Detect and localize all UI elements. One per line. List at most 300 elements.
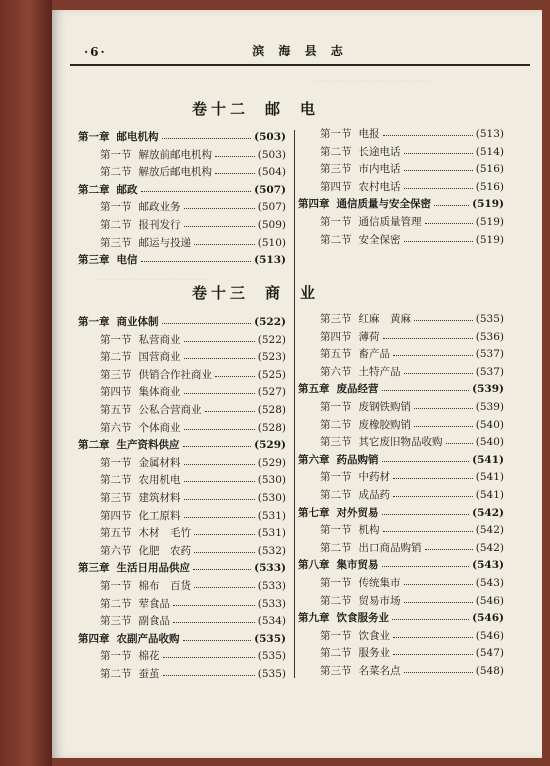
leader-dots <box>383 531 473 532</box>
leader-dots <box>404 241 473 242</box>
leader-dots <box>404 602 473 603</box>
toc-chapter-entry <box>298 453 504 468</box>
leader-dots <box>184 517 255 518</box>
leader-dots <box>382 566 470 567</box>
leader-dots <box>215 156 255 157</box>
leader-dots <box>382 390 470 391</box>
section-label: 第二节 <box>320 489 352 501</box>
chapter-label: 第七章 <box>298 506 330 519</box>
entry-title: 棉布 百货 <box>138 580 191 592</box>
leader-dots <box>383 135 473 136</box>
toc-section-entry <box>100 526 286 541</box>
page-reference: (539) <box>475 401 504 413</box>
toc-section-entry <box>100 579 286 594</box>
page-reference: (542) <box>472 506 504 519</box>
entry-title: 通信质量与安全保密 <box>336 198 431 211</box>
toc-section-entry <box>100 385 286 400</box>
leader-dots <box>404 373 473 374</box>
leader-dots <box>382 461 470 462</box>
leader-dots <box>393 654 473 655</box>
leader-dots <box>184 429 255 430</box>
entry-title: 薄荷 <box>358 330 380 343</box>
entry-title: 邮政 <box>116 183 138 196</box>
entry-title: 长途电话 <box>358 145 401 158</box>
page-reference: (528) <box>257 421 286 434</box>
entry-title: 土特产品 <box>358 365 401 378</box>
leader-dots <box>141 261 252 262</box>
section-label: 第一节 <box>100 148 132 161</box>
page-reference: (509) <box>257 219 286 231</box>
leader-dots <box>393 478 473 479</box>
entry-title: 副食品 <box>138 615 170 628</box>
chapter-label: 第二章 <box>78 183 110 196</box>
entry-title: 棉花 <box>138 650 160 663</box>
page-reference: (519) <box>472 198 504 211</box>
leader-dots <box>141 191 252 192</box>
entry-title: 废品经营 <box>336 383 379 396</box>
page-reference: (507) <box>257 201 286 214</box>
leader-dots <box>414 320 473 321</box>
entry-title: 电报 <box>358 128 380 140</box>
section-label: 第四节 <box>320 180 352 193</box>
entry-title: 农用机电 <box>138 474 181 487</box>
entry-title: 电信 <box>116 254 138 267</box>
entry-title: 废橡胶购销 <box>358 418 411 431</box>
page-reference: (519) <box>475 233 504 246</box>
entry-title: 个体商业 <box>138 421 181 434</box>
entry-title: 解放前邮电机构 <box>138 148 212 161</box>
entry-title: 其它废旧物品收购 <box>358 436 443 449</box>
toc-section-entry <box>100 236 286 251</box>
page-reference: (504) <box>257 166 286 179</box>
chapter-label: 第一章 <box>78 316 110 328</box>
leader-dots <box>184 464 255 465</box>
section-label: 第六节 <box>100 421 132 434</box>
toc-section-entry <box>320 233 504 248</box>
bleed-through-text: ……………………………… <box>312 74 432 85</box>
page-reference: (516) <box>475 180 504 193</box>
toc-section-entry <box>100 333 286 348</box>
column-divider <box>294 130 295 678</box>
toc-chapter-entry <box>78 130 286 145</box>
page-reference: (536) <box>475 330 504 343</box>
page-reference: (546) <box>475 594 504 607</box>
section-label: 第一节 <box>320 401 352 413</box>
section-label: 第二节 <box>320 541 352 554</box>
page-reference: (522) <box>257 333 286 346</box>
page-reference: (537) <box>475 348 504 361</box>
chapter-label: 第九章 <box>298 612 330 625</box>
leader-dots <box>184 393 255 394</box>
entry-title: 贸易市场 <box>358 594 401 607</box>
entry-title: 传统集市 <box>358 577 401 589</box>
page-reference: (541) <box>475 489 504 501</box>
entry-title: 邮电机构 <box>116 131 159 143</box>
page-reference: (513) <box>254 254 286 267</box>
toc-chapter-entry <box>298 506 504 521</box>
leader-dots <box>382 514 470 515</box>
volume-name-char: 商 <box>265 284 285 302</box>
leader-dots <box>425 223 473 224</box>
entry-title: 服务业 <box>358 647 390 660</box>
chapter-label: 第三章 <box>78 254 110 267</box>
toc-section-entry <box>320 162 504 177</box>
section-label: 第四节 <box>100 509 132 522</box>
page-reference: (542) <box>475 524 504 537</box>
leader-dots <box>194 552 255 553</box>
toc-section-entry <box>100 218 286 233</box>
entry-title: 中药材 <box>358 471 390 484</box>
book-page <box>52 10 542 758</box>
page-reference: (534) <box>257 615 286 628</box>
page-reference: (510) <box>257 236 286 249</box>
entry-title: 市内电话 <box>358 163 401 176</box>
toc-section-entry <box>320 312 504 327</box>
section-label: 第一节 <box>100 201 132 214</box>
leader-dots <box>205 411 255 412</box>
leader-dots <box>184 499 255 500</box>
toc-section-entry <box>320 576 504 591</box>
section-label: 第二节 <box>100 166 132 179</box>
section-label: 第一节 <box>100 650 132 663</box>
leader-dots <box>162 323 252 324</box>
volume-number: 卷十二 <box>192 100 250 118</box>
page-reference: (533) <box>257 597 286 610</box>
leader-dots <box>184 481 255 482</box>
section-label: 第三节 <box>320 163 352 176</box>
section-label: 第五节 <box>100 527 132 540</box>
section-label: 第二节 <box>320 233 352 246</box>
section-label: 第一节 <box>320 577 352 589</box>
section-label: 第二节 <box>100 597 132 610</box>
toc-section-entry <box>320 664 504 679</box>
section-label: 第六节 <box>100 544 132 557</box>
section-label: 第三节 <box>100 236 132 249</box>
leader-dots <box>183 640 252 641</box>
leader-dots <box>404 584 473 585</box>
page-reference: (541) <box>475 471 504 484</box>
page-reference: (514) <box>475 145 504 158</box>
page-reference: (529) <box>257 456 286 469</box>
toc-chapter-entry <box>78 183 286 198</box>
leader-dots <box>414 408 473 409</box>
chapter-label: 第八章 <box>298 559 330 572</box>
leader-dots <box>404 672 473 673</box>
page-number: ·6· <box>84 45 107 59</box>
entry-title: 安全保密 <box>358 233 401 246</box>
page-reference: (516) <box>475 163 504 176</box>
entry-title: 通信质量管理 <box>358 216 422 228</box>
toc-section-entry <box>320 488 504 503</box>
chapter-label: 第二章 <box>78 439 110 452</box>
section-label: 第一节 <box>100 580 132 592</box>
leader-dots <box>404 188 473 189</box>
leader-dots <box>183 446 252 447</box>
page-reference: (513) <box>475 128 504 140</box>
leader-dots <box>184 208 255 209</box>
running-title: 滨 海 县 志 <box>252 44 348 58</box>
section-label: 第一节 <box>320 524 352 537</box>
entry-title: 供销合作社商业 <box>138 368 212 381</box>
page-reference: (535) <box>257 650 286 663</box>
entry-title: 邮政业务 <box>138 201 181 214</box>
section-label: 第六节 <box>320 365 352 378</box>
section-label: 第一节 <box>320 629 352 642</box>
toc-section-entry <box>100 544 286 559</box>
section-label: 第三节 <box>100 615 132 628</box>
toc-section-entry <box>320 646 504 661</box>
entry-title: 农副产品收购 <box>116 632 180 645</box>
leader-dots <box>194 587 255 588</box>
page-reference: (532) <box>257 544 286 557</box>
toc-section-entry <box>320 435 504 450</box>
toc-chapter-entry <box>78 438 286 453</box>
section-label: 第二节 <box>320 145 352 158</box>
section-label: 第四节 <box>100 386 132 399</box>
page-reference: (525) <box>257 368 286 381</box>
page-reference: (543) <box>475 577 504 589</box>
page-reference: (523) <box>257 351 286 364</box>
entry-title: 化工原料 <box>138 509 181 522</box>
page-reference: (529) <box>254 439 286 452</box>
entry-title: 荤食品 <box>138 597 170 610</box>
page-reference: (503) <box>254 131 286 143</box>
toc-section-entry <box>320 215 504 230</box>
entry-title: 邮运与投递 <box>138 236 191 249</box>
leader-dots <box>414 426 473 427</box>
entry-title: 商业体制 <box>116 316 159 328</box>
leader-dots <box>215 376 255 377</box>
toc-section-entry <box>320 145 504 160</box>
section-label: 第二节 <box>320 418 352 431</box>
leader-dots <box>404 170 473 171</box>
bleed-through-text: ……………………………… <box>92 272 212 283</box>
entry-title: 木材 毛竹 <box>138 527 191 540</box>
chapter-label: 第四章 <box>78 632 110 645</box>
entry-title: 饮食业 <box>358 629 390 642</box>
toc-section-entry <box>100 667 286 682</box>
entry-title: 废钢铁购销 <box>358 401 411 413</box>
leader-dots <box>163 657 255 658</box>
leader-dots <box>392 619 469 620</box>
toc-section-entry <box>100 649 286 664</box>
leader-dots <box>193 569 251 570</box>
page-reference: (535) <box>475 313 504 325</box>
page-reference: (528) <box>257 404 286 416</box>
toc-section-entry <box>320 629 504 644</box>
leader-dots <box>393 355 473 356</box>
entry-title: 建筑材料 <box>138 492 181 504</box>
page-reference: (539) <box>472 383 504 396</box>
section-label: 第二节 <box>100 219 132 231</box>
toc-chapter-entry <box>298 382 504 397</box>
chapter-label: 第六章 <box>298 453 330 466</box>
section-label: 第三节 <box>100 368 132 381</box>
page-reference: (535) <box>257 668 286 680</box>
toc-section-entry <box>100 473 286 488</box>
toc-chapter-entry <box>78 632 286 647</box>
page-reference: (543) <box>472 559 504 572</box>
toc-section-entry <box>320 127 504 142</box>
entry-title: 解放后邮电机构 <box>138 166 212 179</box>
page-reference: (548) <box>475 665 504 677</box>
page-reference: (533) <box>254 562 286 575</box>
page-reference: (531) <box>257 509 286 522</box>
entry-title: 国营商业 <box>138 351 181 364</box>
section-label: 第一节 <box>320 216 352 228</box>
section-label: 第三节 <box>100 492 132 504</box>
entry-title: 对外贸易 <box>336 506 379 519</box>
entry-title: 名菜名点 <box>358 665 401 677</box>
chapter-label: 第四章 <box>298 198 330 211</box>
leader-dots <box>404 153 473 154</box>
page-reference: (530) <box>257 492 286 504</box>
leader-dots <box>446 443 473 444</box>
toc-section-entry <box>100 614 286 629</box>
entry-title: 饮食服务业 <box>336 612 389 625</box>
leader-dots <box>173 605 255 606</box>
volume-title-13 <box>192 282 319 303</box>
toc-section-entry <box>100 456 286 471</box>
book-binding <box>0 0 52 766</box>
page-reference: (541) <box>472 453 504 466</box>
leader-dots <box>163 675 255 676</box>
volume-number: 卷十三 <box>192 284 250 302</box>
section-label: 第三节 <box>320 436 352 449</box>
chapter-label: 第一章 <box>78 131 110 143</box>
section-label: 第二节 <box>100 351 132 364</box>
entry-title: 公私合营商业 <box>138 404 202 416</box>
entry-title: 成品药 <box>358 489 390 501</box>
section-label: 第五节 <box>320 348 352 361</box>
page-reference: (540) <box>475 418 504 431</box>
entry-title: 金属材料 <box>138 456 181 469</box>
section-label: 第一节 <box>100 333 132 346</box>
leader-dots <box>162 138 252 139</box>
section-label: 第二节 <box>320 594 352 607</box>
section-label: 第二节 <box>100 668 132 680</box>
page-reference: (547) <box>475 647 504 660</box>
leader-dots <box>194 534 255 535</box>
toc-section-entry <box>100 491 286 506</box>
section-label: 第一节 <box>320 471 352 484</box>
toc-section-entry <box>100 509 286 524</box>
page-reference: (530) <box>257 474 286 487</box>
entry-title: 生产资料供应 <box>116 439 180 452</box>
page-reference: (527) <box>257 386 286 399</box>
page-reference: (540) <box>475 436 504 449</box>
toc-chapter-entry <box>298 197 504 212</box>
toc-section-entry <box>320 418 504 433</box>
volume-name-char: 业 <box>300 284 320 302</box>
entry-title: 化肥 农药 <box>138 544 191 557</box>
page-reference: (546) <box>475 629 504 642</box>
leader-dots <box>393 496 473 497</box>
leader-dots <box>173 622 255 623</box>
leader-dots <box>425 549 473 550</box>
entry-title: 集体商业 <box>138 386 181 399</box>
section-label: 第三节 <box>320 665 352 677</box>
toc-section-entry <box>320 365 504 380</box>
toc-chapter-entry <box>78 253 286 268</box>
entry-title: 出口商品购销 <box>358 541 422 554</box>
leader-dots <box>434 205 469 206</box>
toc-section-entry <box>320 594 504 609</box>
section-label: 第五节 <box>100 404 132 416</box>
entry-title: 药品购销 <box>336 453 379 466</box>
toc-section-entry <box>320 400 504 415</box>
page-reference: (522) <box>254 316 286 328</box>
toc-section-entry <box>100 200 286 215</box>
entry-title: 机构 <box>358 524 380 537</box>
toc-section-entry <box>320 523 504 538</box>
toc-section-entry <box>320 330 504 345</box>
entry-title: 蚕茧 <box>138 668 160 680</box>
leader-dots <box>184 226 255 227</box>
volume-name-char: 电 <box>300 100 320 118</box>
toc-section-entry <box>100 148 286 163</box>
page-reference: (537) <box>475 365 504 378</box>
leader-dots <box>184 341 255 342</box>
toc-section-entry <box>320 541 504 556</box>
toc-section-entry <box>100 597 286 612</box>
entry-title: 生活日用品供应 <box>116 562 190 575</box>
entry-title: 红麻 黄麻 <box>358 313 411 325</box>
volume-title-12 <box>192 98 319 119</box>
toc-section-entry <box>100 165 286 180</box>
leader-dots <box>184 358 255 359</box>
leader-dots <box>194 244 255 245</box>
section-label: 第二节 <box>100 474 132 487</box>
page-reference: (503) <box>257 148 286 161</box>
section-label: 第二节 <box>320 647 352 660</box>
toc-chapter-entry <box>298 558 504 573</box>
toc-chapter-entry <box>78 315 286 330</box>
section-label: 第三节 <box>320 313 352 325</box>
toc-chapter-entry <box>78 561 286 576</box>
leader-dots <box>393 637 473 638</box>
toc-section-entry <box>100 368 286 383</box>
entry-title: 私营商业 <box>138 333 181 346</box>
entry-title: 农村电话 <box>358 180 401 193</box>
volume-name-char: 邮 <box>265 100 285 118</box>
toc-section-entry <box>320 347 504 362</box>
toc-section-entry <box>100 421 286 436</box>
toc-section-entry <box>320 470 504 485</box>
leader-dots <box>215 173 255 174</box>
leader-dots <box>383 338 473 339</box>
page-reference: (533) <box>257 580 286 592</box>
page-reference: (507) <box>254 183 286 196</box>
entry-title: 集市贸易 <box>336 559 379 572</box>
section-label: 第一节 <box>100 456 132 469</box>
section-label: 第四节 <box>320 330 352 343</box>
page-reference: (546) <box>472 612 504 625</box>
section-label: 第一节 <box>320 128 352 140</box>
entry-title: 报刊发行 <box>138 219 181 231</box>
page-reference: (531) <box>257 527 286 540</box>
page-reference: (535) <box>254 632 286 645</box>
entry-title: 畜产品 <box>358 348 390 361</box>
chapter-label: 第五章 <box>298 383 330 396</box>
toc-section-entry <box>100 403 286 418</box>
toc-section-entry <box>100 350 286 365</box>
page-reference: (519) <box>475 216 504 228</box>
toc-section-entry <box>320 180 504 195</box>
chapter-label: 第三章 <box>78 562 110 575</box>
toc-chapter-entry <box>298 611 504 626</box>
running-header <box>70 40 530 66</box>
